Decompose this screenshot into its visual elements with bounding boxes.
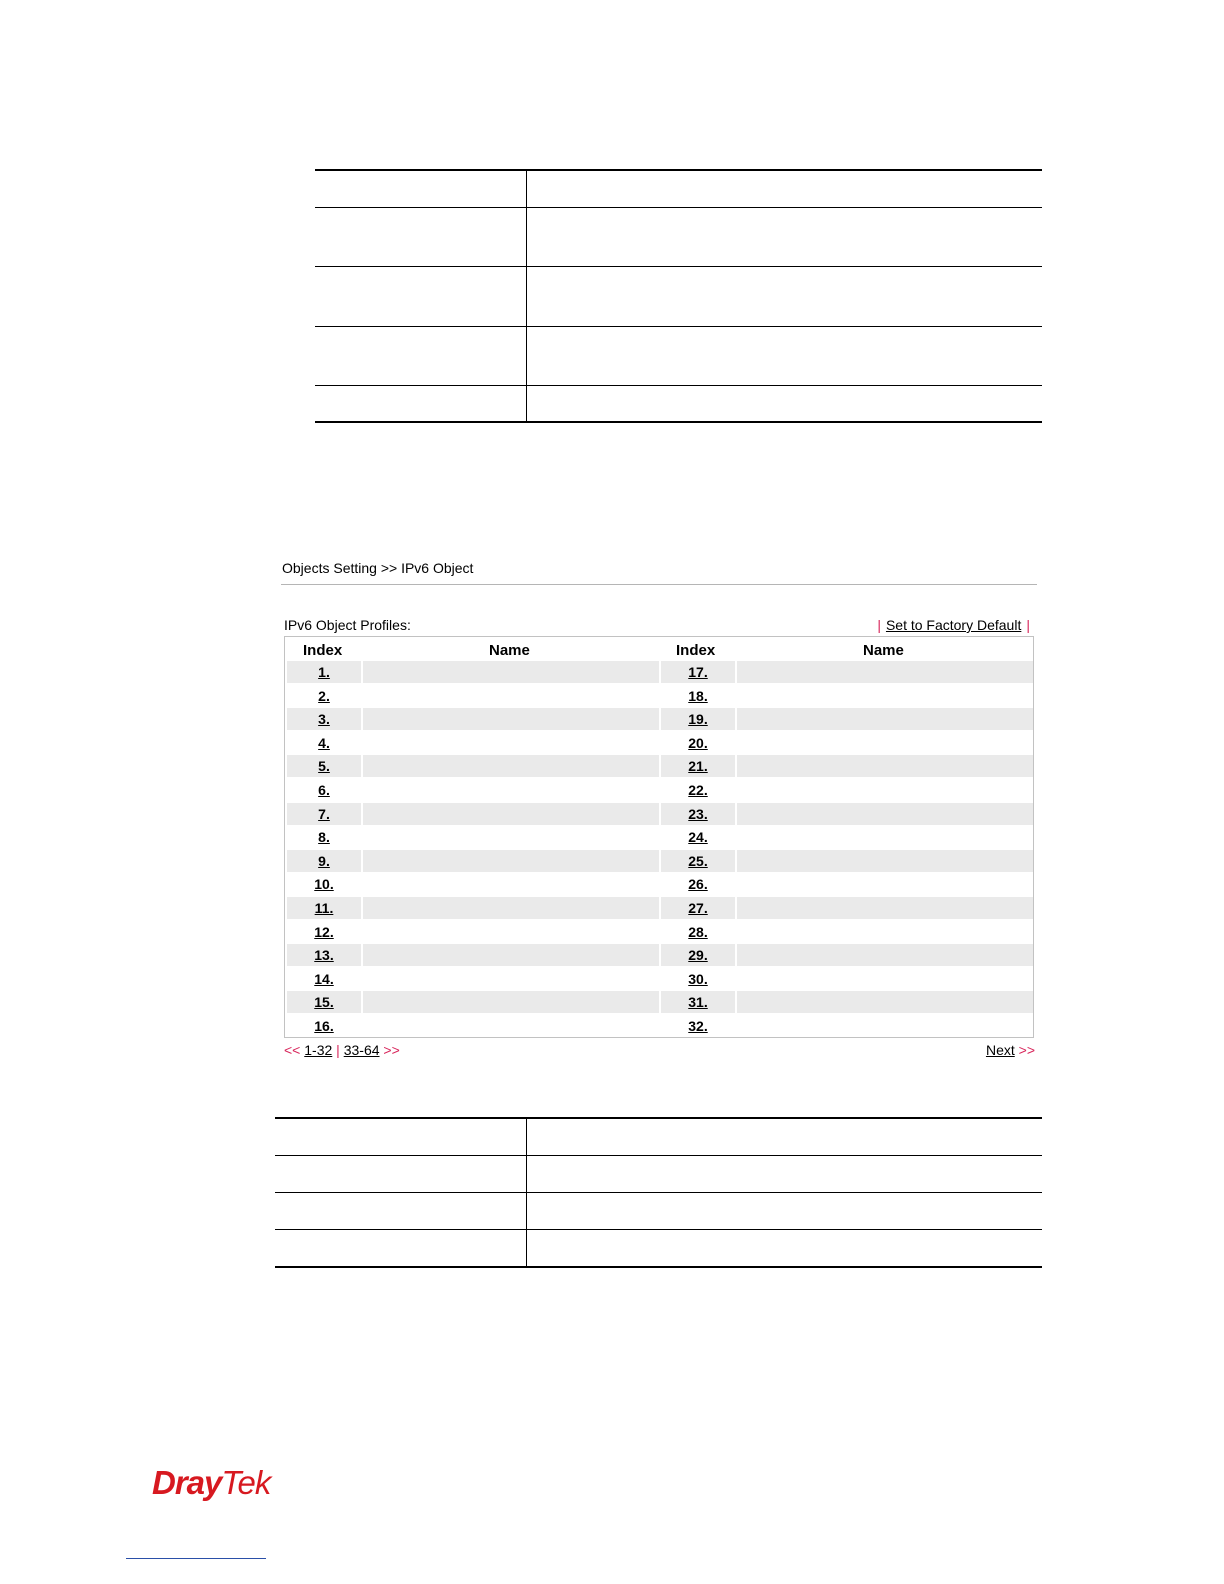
profile-index-link[interactable]: 24. — [688, 829, 708, 846]
index-cell — [661, 661, 735, 683]
profile-index-link[interactable]: 4. — [318, 734, 330, 751]
name-cell — [363, 873, 659, 895]
profile-index-link[interactable]: 30. — [688, 970, 708, 987]
table-cell — [315, 326, 527, 385]
profile-index-link[interactable]: 18. — [688, 687, 708, 704]
breadcrumb: Objects Setting >> IPv6 Object — [282, 560, 474, 576]
index-cell — [287, 873, 361, 895]
profile-index-link[interactable]: 3. — [318, 711, 330, 728]
profile-index-link[interactable]: 21. — [688, 758, 708, 775]
table-cell — [275, 1193, 527, 1230]
name-cell — [737, 991, 1033, 1013]
profile-index-link[interactable]: 2. — [318, 687, 330, 704]
table-row — [287, 968, 1031, 990]
index-cell — [287, 708, 361, 730]
index-cell — [287, 732, 361, 754]
index-cell — [287, 991, 361, 1013]
table-cell — [315, 266, 527, 326]
name-cell — [363, 944, 659, 966]
name-cell — [737, 944, 1033, 966]
profile-index-link[interactable]: 25. — [688, 852, 708, 869]
pagination — [284, 1042, 400, 1058]
set-factory-default-link[interactable]: Set to Factory Default — [885, 617, 1022, 633]
name-cell — [363, 826, 659, 848]
column-header-name: Name — [863, 642, 904, 659]
table-row — [287, 944, 1031, 966]
breadcrumb-divider — [281, 584, 1037, 585]
table-cell — [315, 170, 527, 207]
profile-index-link[interactable]: 12. — [314, 923, 334, 940]
name-cell — [363, 661, 659, 683]
profile-index-link[interactable]: 11. — [314, 900, 334, 916]
prev-arrow: << — [284, 1042, 301, 1058]
index-cell — [287, 685, 361, 707]
profile-index-link[interactable]: 19. — [688, 711, 708, 728]
name-cell — [737, 685, 1033, 707]
name-cell — [737, 873, 1033, 895]
index-cell — [661, 921, 735, 943]
name-cell — [363, 708, 659, 730]
profile-index-link[interactable]: 23. — [688, 805, 708, 822]
profile-index-link[interactable]: 31. — [688, 994, 708, 1011]
factory-default-group — [872, 617, 1035, 633]
profile-index-link[interactable]: 8. — [318, 829, 330, 846]
table-row — [287, 1015, 1031, 1037]
next-link[interactable]: Next — [985, 1042, 1015, 1058]
table-row — [287, 708, 1031, 730]
profile-index-link[interactable]: 26. — [688, 876, 708, 893]
name-cell — [737, 1015, 1033, 1037]
profile-index-link[interactable]: 16. — [314, 1018, 334, 1034]
profile-index-link[interactable]: 10. — [314, 876, 334, 893]
table-cell — [527, 1156, 1043, 1193]
profiles-label: IPv6 Object Profiles: — [284, 617, 411, 633]
profile-index-link[interactable]: 17. — [688, 664, 708, 680]
table-row — [287, 850, 1031, 872]
profile-index-link[interactable]: 14. — [314, 970, 334, 987]
profile-index-link[interactable]: 6. — [318, 782, 330, 798]
table-cell — [315, 385, 527, 422]
name-cell — [737, 921, 1033, 943]
page-link-1-32[interactable]: 1-32 — [304, 1042, 333, 1058]
name-cell — [363, 968, 659, 990]
index-cell — [661, 755, 735, 777]
name-cell — [363, 897, 659, 919]
table-row — [287, 661, 1031, 683]
name-cell — [737, 850, 1033, 872]
page-link-33-64[interactable]: 33-64 — [343, 1042, 380, 1058]
bottom-description-table — [275, 1117, 1042, 1268]
name-cell — [737, 661, 1033, 683]
index-cell — [287, 897, 361, 919]
index-cell — [661, 826, 735, 848]
column-header-name: Name — [489, 642, 530, 659]
index-cell — [287, 1015, 361, 1037]
name-cell — [737, 968, 1033, 990]
name-cell — [363, 755, 659, 777]
index-cell — [661, 732, 735, 754]
table-row — [287, 873, 1031, 895]
profile-index-link[interactable]: 1. — [318, 664, 330, 680]
profiles-table — [284, 636, 1034, 1038]
table-row — [287, 897, 1031, 919]
table-cell — [527, 1118, 1043, 1156]
table-cell — [275, 1118, 527, 1156]
column-header-index: Index — [676, 642, 716, 659]
name-cell — [737, 732, 1033, 754]
index-cell — [661, 968, 735, 990]
profile-index-link[interactable]: 7. — [318, 805, 330, 822]
table-cell — [527, 326, 1043, 385]
pipe-separator: | — [877, 617, 881, 633]
index-cell — [661, 708, 735, 730]
table-row — [287, 685, 1031, 707]
index-cell — [287, 944, 361, 966]
logo-part-tek: Tek — [221, 1464, 271, 1501]
name-cell — [363, 850, 659, 872]
table-row — [287, 755, 1031, 777]
name-cell — [363, 991, 659, 1013]
profile-index-link[interactable]: 9. — [318, 852, 330, 869]
profile-index-link[interactable]: 13. — [314, 947, 334, 964]
table-cell — [527, 1193, 1043, 1230]
footer-divider — [126, 1558, 266, 1559]
index-cell — [287, 850, 361, 872]
name-cell — [737, 708, 1033, 730]
name-cell — [363, 685, 659, 707]
index-cell — [661, 803, 735, 825]
page-separator: | — [336, 1042, 340, 1058]
table-cell — [527, 170, 1043, 207]
table-row — [287, 732, 1031, 754]
table-cell — [527, 1230, 1043, 1268]
table-cell — [527, 207, 1043, 266]
profile-index-link[interactable]: 20. — [688, 734, 708, 751]
profile-index-link[interactable]: 27. — [688, 900, 708, 916]
index-cell — [287, 921, 361, 943]
profile-index-link[interactable]: 29. — [688, 947, 708, 964]
index-cell — [661, 779, 735, 801]
index-cell — [287, 968, 361, 990]
index-cell — [661, 991, 735, 1013]
index-cell — [661, 873, 735, 895]
index-cell — [287, 826, 361, 848]
name-cell — [737, 779, 1033, 801]
next-pager — [986, 1042, 1035, 1058]
logo-part-dray: Dray — [152, 1464, 222, 1501]
index-cell — [661, 944, 735, 966]
profile-index-link[interactable]: 15. — [314, 994, 334, 1011]
profile-index-link[interactable]: 28. — [688, 923, 708, 940]
draytek-logo — [152, 1464, 270, 1502]
table-row — [287, 826, 1031, 848]
name-cell — [737, 897, 1033, 919]
name-cell — [363, 732, 659, 754]
next-arrow: >> — [383, 1042, 400, 1058]
name-cell — [737, 803, 1033, 825]
index-cell — [661, 850, 735, 872]
column-header-index: Index — [303, 642, 343, 659]
index-cell — [661, 685, 735, 707]
index-cell — [287, 755, 361, 777]
profile-index-link[interactable]: 32. — [688, 1018, 708, 1034]
name-cell — [363, 779, 659, 801]
name-cell — [363, 803, 659, 825]
name-cell — [737, 755, 1033, 777]
table-row — [287, 991, 1031, 1013]
table-cell — [315, 207, 527, 266]
name-cell — [363, 921, 659, 943]
profile-index-link[interactable]: 5. — [318, 758, 330, 775]
index-cell — [661, 897, 735, 919]
table-cell — [275, 1230, 527, 1268]
top-description-table — [315, 169, 1042, 423]
table-cell — [527, 266, 1043, 326]
name-cell — [737, 826, 1033, 848]
table-cell — [527, 385, 1043, 422]
table-row — [287, 779, 1031, 801]
index-cell — [661, 1015, 735, 1037]
profile-index-link[interactable]: 22. — [688, 782, 708, 798]
name-cell — [363, 1015, 659, 1037]
pipe-separator: | — [1026, 617, 1030, 633]
index-cell — [287, 661, 361, 683]
next-arrow: >> — [1018, 1042, 1035, 1058]
table-cell — [275, 1156, 527, 1193]
index-cell — [287, 779, 361, 801]
table-row — [287, 803, 1031, 825]
table-row — [287, 921, 1031, 943]
index-cell — [287, 803, 361, 825]
